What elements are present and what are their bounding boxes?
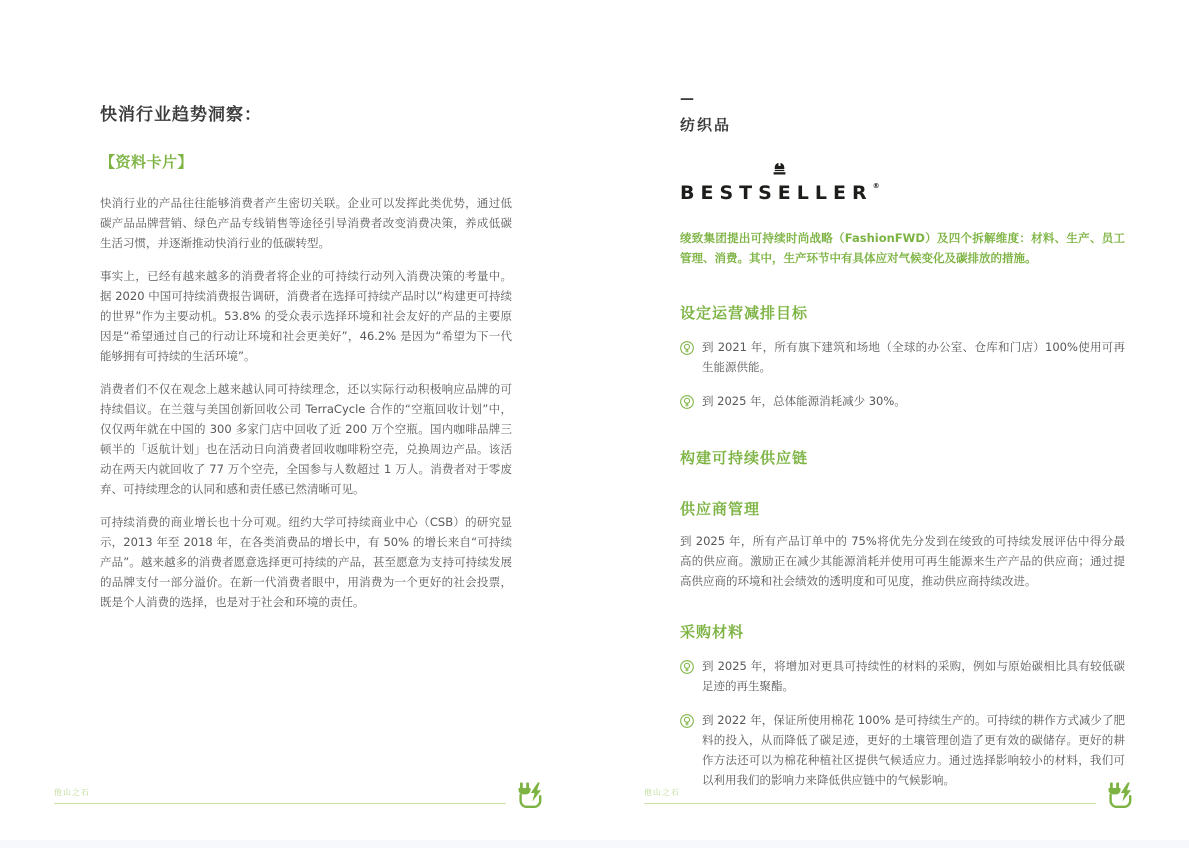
section-heading-supply-chain: 构建可持续供应链 (680, 449, 809, 467)
tree-in-circle-icon (680, 394, 694, 413)
left-page-footer (54, 782, 544, 804)
body-paragraph: 快消行业的产品往往能够消费者产生密切关联。企业可以发挥此类优势，通过低碳产品品牌营销、绿色产品专线销售等途径引导消费者改变消费决策，养成低碳生活习惯，并逐渐推动快消行业的低碳转型。 (100, 196, 512, 250)
page-title: 快消行业趋势洞察： (100, 105, 262, 125)
tree-in-circle-icon (680, 340, 694, 377)
body-paragraph: 事实上，已经有越来越多的消费者将企业的可持续行动列入消费决策的考量中。据 2020 中国可持续消费报告调研，消费者在选择可持续产品时以“构建更可持续的世界”作为主要动机。53.8% 的受众表示选择环境和社会友好的产品的主要原因是“希望通过自己的行动让环境和社会更美好”，46.2% 是因为“希望为下一代能够拥有可持续的生活环境”。 (100, 269, 512, 363)
list-item-text: 到 2025 年，总体能源消耗减少 30%。 (702, 394, 906, 408)
list-item (680, 710, 1125, 790)
right-page (630, 0, 1150, 840)
footer-label: 他山之石 (644, 788, 680, 797)
footer-text-block (644, 787, 1096, 804)
section-label: 【资料卡片】 (100, 153, 194, 171)
viewer-bottom-strip (0, 840, 1189, 848)
list-item (680, 656, 1125, 696)
list-item (680, 337, 1125, 377)
footer-text-block (54, 787, 506, 804)
section-heading-materials: 采购材料 (680, 623, 745, 641)
list-item-text: 到 2021 年，所有旗下建筑和场地（全球的办公室、仓库和门店）100%使用可再生能源供能。 (702, 340, 1125, 374)
body-paragraph: 到 2025 年，所有产品订单中的 75%将优先分发到在绫致的可持续发展评估中得分最高的供应商。激励正在减少其能源消耗并使用可再生能源来生产产品的供应商；通过提高供应商的环境和社会绩效的透明度和可见度，推动供应商持续改进。 (680, 534, 1125, 588)
plug-lightning-icon (516, 782, 544, 813)
chapter-title: 纺织品 (680, 116, 732, 134)
brand-name: BESTSELLER (680, 182, 873, 204)
list-item-text: 到 2022 年，保证所使用棉花 100% 是可持续生产的。可持续的耕作方式减少了肥料的投入，从而降低了碳足迹，更好的土壤管理创造了更有效的碳储存。更好的耕作方法还可以为棉花种植社区提供气候适应力。通过选择影响较小的材料，我们可以利用我们的影响力来降低供应链中的气候影响。 (702, 713, 1125, 787)
right-page-footer (644, 782, 1134, 804)
left-page-content (40, 0, 560, 612)
intro-highlight: 绫致集团提出可持续时尚战略（FashionFWD）及四个拆解维度：材料、生产、员工管理、消费。其中，生产环节中有具体应对气候变化及碳排放的措施。 (680, 231, 1125, 265)
footer-divider (54, 803, 506, 804)
body-paragraph: 消费者们不仅在观念上越来越认同可持续理念，还以实际行动积极响应品牌的可持续倡议。在兰蔻与美国创新回收公司 TerraCycle 合作的“空瓶回收计划”中，仅仅两年就在中国的 300 多家门店中回收了近 200 万个空瓶。国内咖啡品牌三顿半的「返航计划」也在活动日向消费者回收咖啡粉空壳，兑换周边产品。该活动在两天内就回收了 77 万个空壳，全国参与人数超过 1 万人。消费者对于零废弃、可持续理念的认同和感和责任感已然清晰可见。 (100, 382, 512, 496)
list-item (680, 391, 1125, 413)
brand-wordmark (680, 182, 880, 204)
footer-label: 他山之石 (54, 788, 90, 797)
trademark-symbol: ® (872, 182, 880, 190)
chapter-dash: — (680, 91, 694, 107)
body-paragraph: 可持续消费的商业增长也十分可观。纽约大学可持续商业中心（CSB）的研究显示，2013 年至 2018 年，在各类消费品的增长中，有 50% 的增长来自“可持续产品”。越来越多的消费者愿意选择更可持续的产品，甚至愿意为支持可持续发展的品牌支付一部分溢价。在新一代消费者眼中，用消费为一个更好的社会投票，既是个人消费的选择，也是对于社会和环境的责任。 (100, 515, 512, 609)
tree-in-circle-icon (680, 713, 694, 790)
right-page-content (630, 0, 1150, 790)
list-item-text: 到 2025 年，将增加对更具可持续性的材料的采购，例如与原始碳相比具有较低碳足迹的再生聚酯。 (702, 659, 1125, 693)
section-heading-operations: 设定运营减排目标 (680, 304, 809, 322)
footer-divider (644, 803, 1096, 804)
section-heading-supplier: 供应商管理 (680, 500, 761, 518)
left-page (40, 0, 560, 840)
crown-emblem-icon (680, 159, 880, 179)
brand-logo (680, 159, 880, 204)
tree-in-circle-icon (680, 659, 694, 696)
plug-lightning-icon (1106, 782, 1134, 813)
